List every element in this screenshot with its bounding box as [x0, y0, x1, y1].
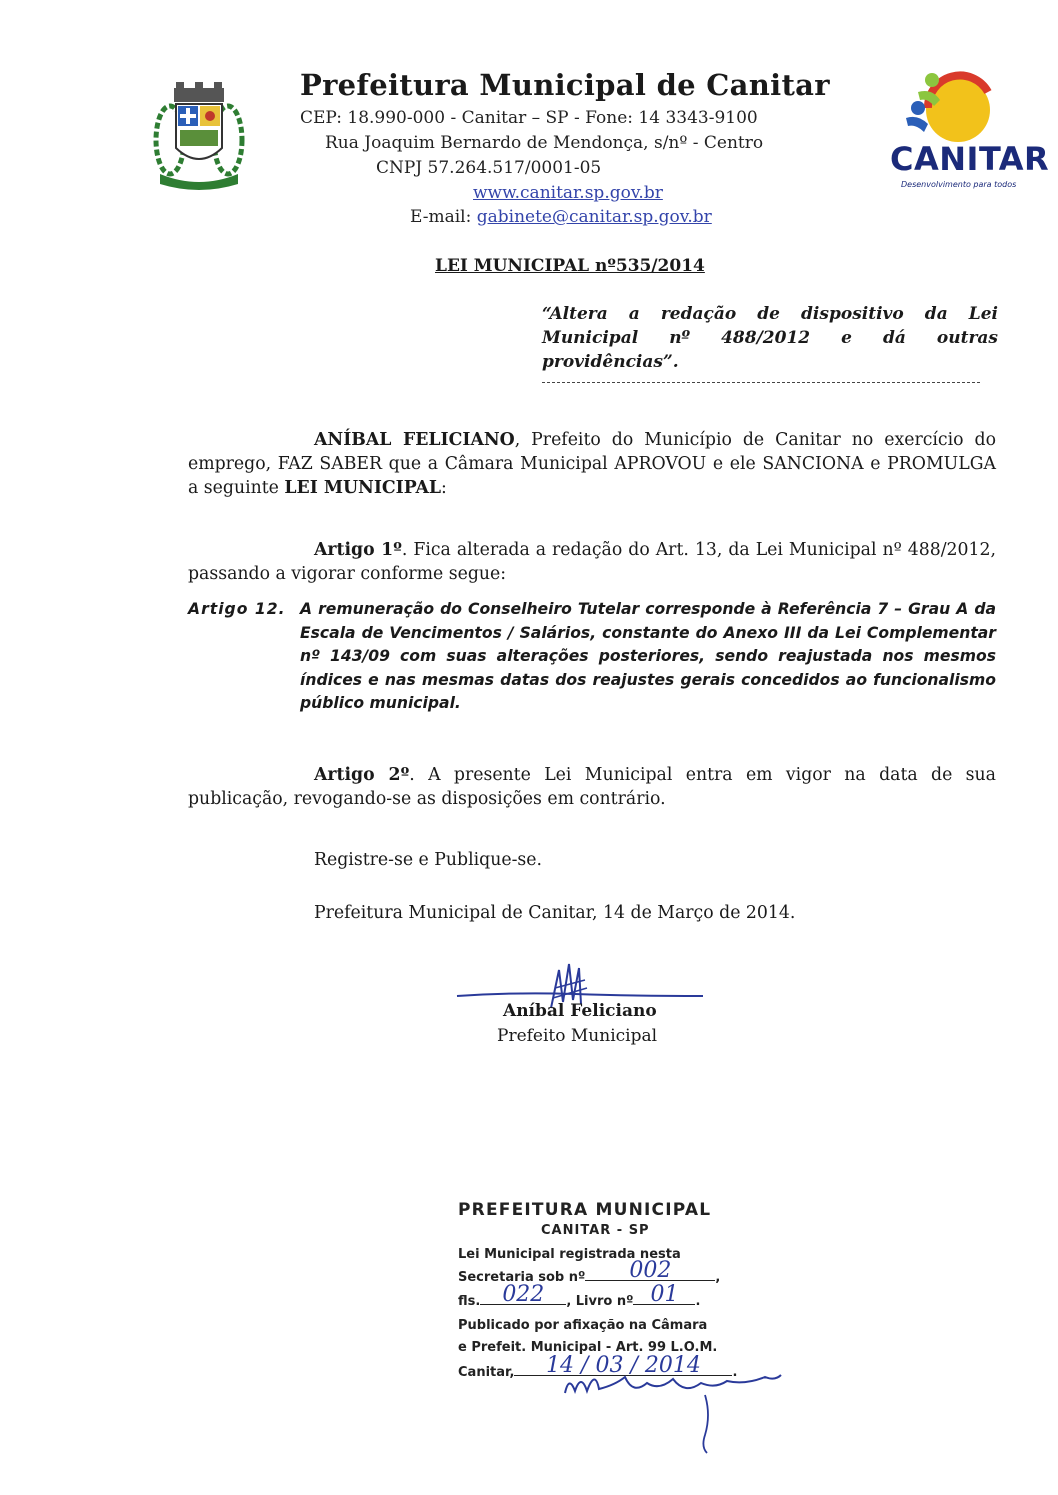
- article-2-label: Artigo 2º: [314, 765, 410, 785]
- law-title: LEI MUNICIPAL nº535/2014: [435, 256, 705, 276]
- register-publish-line: Registre-se e Publique-se.: [314, 850, 542, 870]
- stamp-subheading: CANITAR - SP: [541, 1223, 650, 1238]
- header-cnpj: CNPJ 57.264.517/0001-05: [376, 158, 602, 178]
- stamp-article-line: e Prefeit. Municipal - Art. 99 L.O.M.: [458, 1340, 718, 1355]
- stamp-livro-field: [633, 1282, 695, 1307]
- stamp-livro-label: , Livro nº: [566, 1294, 634, 1309]
- organization-title: Prefeitura Municipal de Canitar: [300, 68, 830, 102]
- place-date-line: Prefeitura Municipal de Canitar, 14 de Março de 2014.: [314, 903, 796, 923]
- stamp-heading: PREFEITURA MUNICIPAL: [458, 1200, 712, 1220]
- stamp-registry-number-line: Secretaria sob nº 002 ,: [458, 1258, 721, 1285]
- article-12-paragraph: [188, 598, 996, 716]
- stamp-folio-book-line: fls. 022 , Livro nº 01 .: [458, 1282, 701, 1309]
- article-12-text: A remuneração do Conselheiro Tutelar corresponde à Referência 7 – Grau A da Escala de Vencimentos / Salários, constante do Anexo III da Lei Complementar nº 143/09 com suas alterações posteriores, sendo reajustada nos mesmos índices e nas mesmas datas dos reajustes gerais concedidos ao funcionalismo público municipal.: [300, 600, 996, 712]
- intro-colon: :: [441, 478, 447, 498]
- header-cep-phone: CEP: 18.990-000 - Canitar – SP - Fone: 14 3343-9100: [300, 108, 758, 128]
- article-1-text: . Fica alterada a redação do Art. 13, da Lei Municipal nº 488/2012, passando a vigorar conforme segue:: [188, 540, 996, 584]
- brand-name: CANITAR: [890, 140, 1050, 178]
- stamp-registry-label: Secretaria sob nº: [458, 1270, 586, 1285]
- article-1-paragraph: [188, 538, 996, 586]
- article-2-paragraph: [188, 763, 996, 811]
- stamp-date-label: Canitar,: [458, 1365, 515, 1380]
- municipal-coat-of-arms-icon: [140, 78, 258, 196]
- stamp-date-line: Canitar, 14 / 03 / 2014 .: [458, 1353, 738, 1380]
- stamp-published-line: Publicado por afixação na Câmara: [458, 1318, 708, 1333]
- law-ementa: “Altera a redação de dispositivo da Lei Municipal nº 488/2012 e dá outras providências”.: [542, 304, 998, 372]
- ementa-divider: [542, 382, 980, 383]
- stamp-fls-field: [480, 1282, 566, 1307]
- registrar-signature-scribble: [555, 1355, 785, 1455]
- fls-handwritten: 022: [502, 1282, 545, 1307]
- stamp-registered-line: Lei Municipal registrada nesta: [458, 1247, 681, 1262]
- article-12-label: Artigo 12.: [188, 600, 286, 618]
- intro-text: , Prefeito do Município de Canitar no exercício do emprego, FAZ SABER que a Câmara Municipal APROVOU e ele SANCIONA e PROMULGA a seguinte: [188, 430, 996, 498]
- date-handwritten: 14 / 03 / 2014: [546, 1353, 701, 1378]
- article-1-label: Artigo 1º: [314, 540, 402, 560]
- email-link[interactable]: gabinete@canitar.sp.gov.br: [476, 207, 712, 227]
- email-label: E-mail:: [410, 207, 477, 227]
- brand-tagline: Desenvolvimento para todos: [901, 180, 1017, 189]
- mayor-name: ANÍBAL FELICIANO: [314, 430, 515, 450]
- header-email-line: [410, 207, 712, 227]
- signatory-name: Aníbal Feliciano: [503, 1001, 657, 1021]
- stamp-fls-label: fls.: [458, 1294, 481, 1309]
- intro-paragraph: [188, 428, 996, 500]
- article-2-text: . A presente Lei Municipal entra em vigor na data de sua publicação, revogando-se as disposições em contrário.: [188, 765, 996, 809]
- stamp-registry-number: [585, 1258, 715, 1283]
- signatory-role: Prefeito Municipal: [497, 1026, 658, 1046]
- header-address: Rua Joaquim Bernardo de Mendonça, s/nº - Centro: [325, 133, 764, 153]
- registry-number-handwritten: 002: [629, 1258, 672, 1283]
- intro-law-term: LEI MUNICIPAL: [284, 478, 442, 498]
- website-link[interactable]: www.canitar.sp.gov.br: [473, 183, 663, 203]
- livro-handwritten: 01: [650, 1282, 679, 1307]
